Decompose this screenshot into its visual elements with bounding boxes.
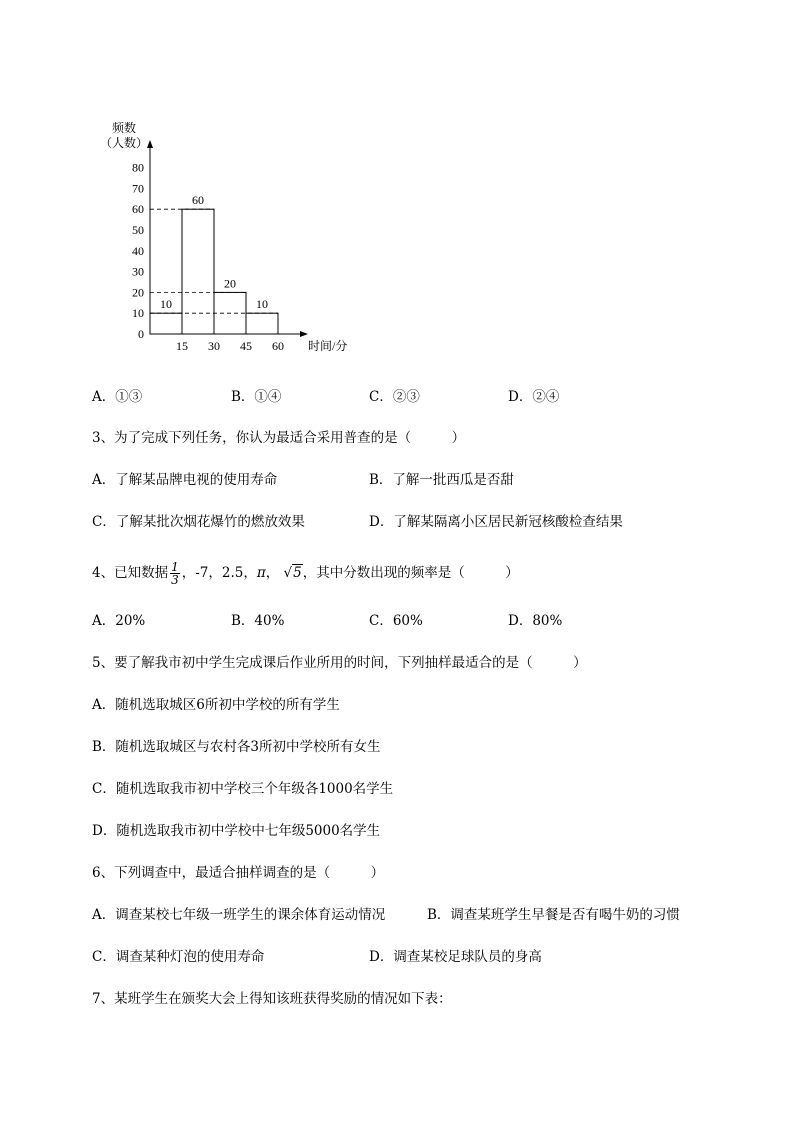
q3-option-b: B．了解一批西瓜是否甜 — [369, 472, 514, 488]
q4-option-c: C．60% — [369, 613, 423, 629]
fraction-one-third — [170, 561, 180, 586]
x-tick-label: 30 — [208, 339, 220, 353]
q4-option-a: A．20% — [92, 613, 146, 629]
q2-option-d: D．②④ — [508, 389, 560, 405]
y-tick-label: 60 — [132, 202, 144, 217]
bar-value-label: 10 — [256, 297, 268, 312]
y-tick-label: 10 — [132, 306, 144, 321]
q5-stem: 5、要了解我市初中学生完成课后作业所用的时间，下列抽样最适合的是（ ） — [92, 655, 587, 671]
q4-stem-suffix: ，其中分数出现的频率是（ ） — [302, 565, 519, 581]
pi-symbol: π — [256, 565, 266, 581]
q6-option-a: A．调查某校七年级一班学生的课余体育运动情况 — [92, 907, 386, 923]
q2-option-b: B．①④ — [231, 389, 282, 405]
histogram-bar — [150, 313, 182, 334]
q4-option-d: D．80% — [508, 613, 563, 629]
q6-option-c: C．调查某种灯泡的使用寿命 — [92, 949, 265, 965]
q6-option-b: B．调查某班学生早餐是否有喝牛奶的习惯 — [427, 907, 680, 923]
q4-stem-prefix: 4、已知数据 — [92, 565, 169, 581]
x-tick-label: 15 — [176, 339, 188, 353]
y-tick-label: 80 — [132, 160, 144, 175]
q7-stem: 7、某班学生在颁奖大会上得知该班获得奖励的情况如下表： — [92, 991, 452, 1007]
q6-stem: 6、下列调查中，最适合抽样调查的是（ ） — [92, 865, 385, 881]
sqrt-five: √5 — [283, 565, 302, 581]
q3-stem: 3、为了完成下列任务，你认为最适合采用普查的是（ ） — [92, 430, 466, 446]
q3-option-c: C．了解某批次烟花爆竹的燃放效果 — [92, 514, 305, 530]
q3-option-a: A．了解某品牌电视的使用寿命 — [92, 472, 278, 488]
histogram-bar — [182, 209, 214, 334]
y-axis-label-line1: 频数 — [112, 121, 137, 135]
fraction-denominator: 3 — [171, 573, 179, 587]
x-tick-label: 45 — [240, 339, 252, 353]
x-axis-arrow — [300, 331, 308, 337]
q5-option-c: C．随机选取我市初中学校三个年级各1000名学生 — [92, 781, 394, 797]
y-tick-label: 50 — [132, 223, 144, 237]
x-tick-label: 60 — [272, 339, 284, 353]
q4-option-b: B．40% — [231, 613, 285, 629]
q4-stem-middle: ，-7，2.5， — [181, 565, 257, 581]
y-axis-label-line2: （人数） — [100, 136, 149, 150]
bar-value-label: 60 — [192, 193, 204, 208]
y-tick-label: 0 — [138, 327, 144, 341]
y-tick-label: 70 — [132, 181, 144, 196]
q4-stem: 4、已知数据 $\frac{1}{3}$ ，-7，2.5，π， √5，其中分数出现的频率是（ ） — [92, 560, 519, 587]
histogram-chart — [96, 114, 366, 364]
bar-value-label: 20 — [224, 276, 236, 291]
q5-option-d: D．随机选取我市初中学校中七年级5000名学生 — [92, 823, 381, 839]
histogram-bar — [246, 313, 278, 334]
x-axis-label: 时间/分 — [308, 339, 348, 353]
q5-option-b: B．随机选取城区与农村各3所初中学校所有女生 — [92, 739, 381, 755]
sqrt-radicand: 5 — [293, 565, 302, 581]
q3-option-d: D．了解某隔离小区居民新冠核酸检查结果 — [369, 514, 623, 530]
y-tick-label: 20 — [132, 285, 144, 300]
bar-value-label: 10 — [160, 297, 172, 312]
q6-option-d: D．调查某校足球队员的身高 — [369, 949, 542, 965]
y-tick-label: 40 — [132, 243, 144, 258]
q2-option-a: A．①③ — [92, 389, 143, 405]
q2-option-c: C．②③ — [369, 389, 420, 405]
y-tick-label: 30 — [132, 264, 144, 279]
q5-option-a: A．随机选取城区6所初中学校的所有学生 — [92, 697, 340, 713]
fraction-numerator: 1 — [171, 560, 179, 574]
